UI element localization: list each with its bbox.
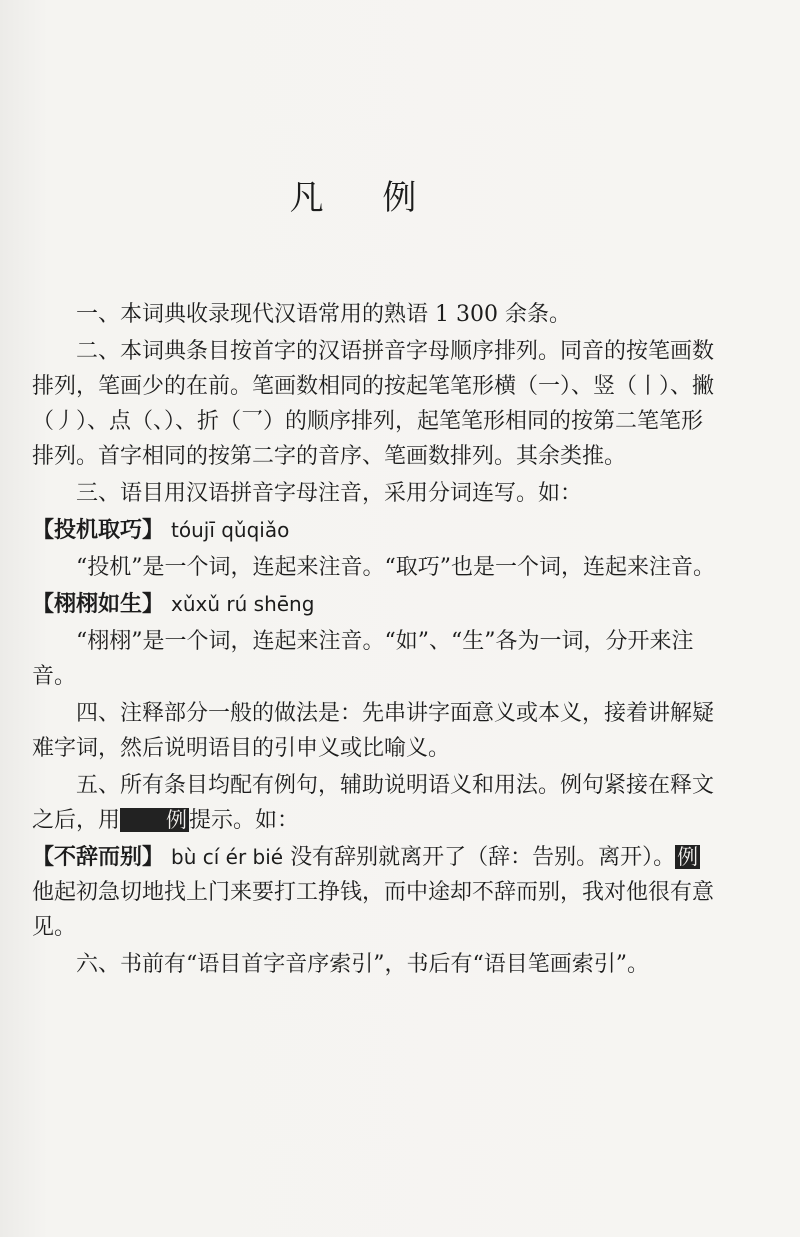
pinyin: xǔxǔ rú shēng [171,592,315,616]
example-sentence: 他起初急切地找上门来要打工挣钱，而中途却不辞而别，我对他很有意见。 [32,880,715,940]
paragraph-3: 三、语目用汉语拼音字母注音，采用分词连写。如： [76,481,583,506]
example-marker: 例 [120,808,189,832]
gloss: 没有辞别就离开了（辞：告别。离开）。 [283,845,676,870]
example-note-1: “投机”是一个词，连起来注音。“取巧”也是一个词，连起来注音。 [76,555,715,580]
paragraph-6: 六、书前有“语目首字音序索引”，书后有“语目笔画索引”。 [76,952,649,977]
example-marker: 例 [677,845,699,869]
headword: 【投机取巧】 [32,518,165,543]
example-entry-2 [32,587,722,622]
example-note-2: “栩栩”是一个词，连起来注音。“如”、“生”各为一词，分开来注音。 [32,629,694,689]
body-text [32,297,722,984]
paragraph-4: 四、注释部分一般的做法是：先串讲字面意义或本义，接着讲解疑难字词，然后说明语目的引申义或比喻义。 [32,701,715,761]
paragraph-5 [32,768,722,838]
pinyin: tóujī qǔqiǎo [171,518,290,542]
paragraph-1: 一、本词典收录现代汉语常用的熟语 1 300 余条。 [76,302,571,327]
paragraph-2: 二、本词典条目按首字的汉语拼音字母顺序排列。同音的按笔画数排列，笔画少的在前。笔画数相同的按起笔笔形横（一）、竖（丨）、撇（丿）、点（、）、折（乛）的顺序排列，起笔笔形相同的按第二笔笔形排列。首字相同的按第二字的音序、笔画数排列。其余类推。 [32,339,715,469]
headword: 【不辞而别】 [32,845,165,870]
pinyin: bù cí ér bié [171,845,284,869]
headword: 【栩栩如生】 [32,592,165,617]
page-title: 凡 例 [289,178,441,218]
example-entry-3 [32,840,722,945]
example-entry-1 [32,513,722,548]
paragraph-5-tail: 提示。如： [189,808,300,833]
paragraph-5-text: 五、所有条目均配有例句，辅助说明语义和用法。例句紧接在释文之后，用 [32,773,715,833]
